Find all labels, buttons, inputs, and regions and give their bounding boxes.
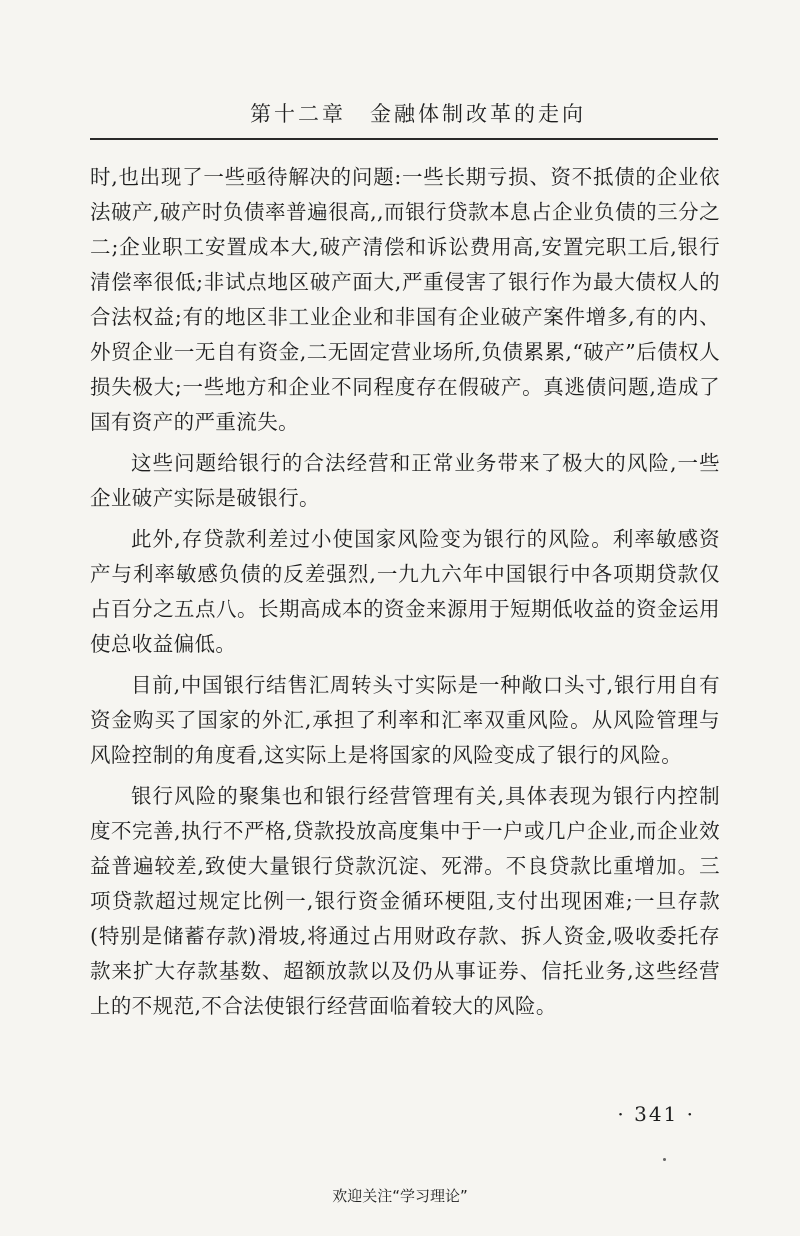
running-header: [90, 96, 718, 140]
scan-speck: [663, 1158, 666, 1161]
chapter-title: 第十二章 金融体制改革的走向: [250, 102, 586, 126]
footer-note: 欢迎关注“学习理论”: [332, 1187, 468, 1205]
paragraph: 银行风险的聚集也和银行经营管理有关,具体表现为银行内控制度不完善,执行不严格,贷款投放高度集中于一户或几户企业,而企业效益普遍较差,致使大量银行贷款沉淀、死滞。不良贷款比重增加。三项贷款超过规定比例一,银行资金循环梗阻,支付出现困难;一旦存款(特别是储蓄存款)滑坡,将通过占用财政存款、拆人资金,吸收委托存款来扩大存款基数、超额放款以及仍从事证券、信托业务,这些经营上的不规范,不合法使银行经营面临着较大的风险。: [90, 784, 720, 1018]
paragraph: 这些问题给银行的合法经营和正常业务带来了极大的风险,一些企业破产实际是破银行。: [90, 451, 720, 510]
paragraph: 时,也出现了一些亟待解决的问题:一些长期亏损、资不抵债的企业依法破产,破产时负债率普遍很高,,而银行贷款本息占企业负债的三分之二;企业职工安置成本大,破产清偿和诉讼费用高,安置完职工后,银行清偿率很低;非试点地区破产面大,严重侵害了银行作为最大债权人的合法权益;有的地区非工业企业和非国有企业破产案件增多,有的内、外贸企业一无自有资金,二无固定营业场所,负债累累,“破产”后债权人损失极大;一些地方和企业不同程度存在假破产。真逃债问题,造成了国有资产的严重流失。: [90, 165, 720, 434]
page-number: · 341 ·: [617, 1102, 695, 1126]
paragraph: 此外,存贷款利差过小使国家风险变为银行的风险。利率敏感资产与利率敏感负债的反差强烈,一九九六年中国银行中各项期贷款仅占百分之五点八。长期高成本的资金来源用于短期低收益的资金运用使总收益偏低。: [90, 527, 720, 656]
paragraph: 目前,中国银行结售汇周转头寸实际是一种敞口头寸,银行用自有资金购买了国家的外汇,承担了利率和汇率双重风险。从风险管理与风险控制的角度看,这实际上是将国家的风险变成了银行的风险。: [90, 673, 720, 767]
body-text: [90, 160, 720, 1030]
